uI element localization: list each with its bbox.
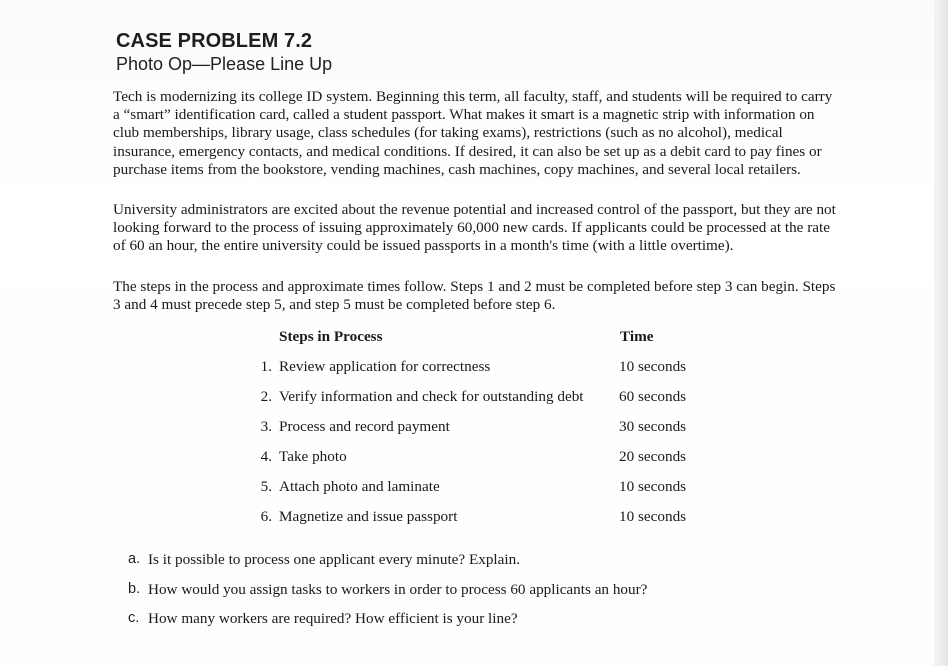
- case-problem-subtitle: Photo Op—Please Line Up: [116, 54, 333, 74]
- step-time: 10 seconds: [619, 358, 687, 375]
- question-letter: c.: [128, 610, 140, 626]
- intro-paragraph: Tech is modernizing its college ID system. Beginning this term, all faculty, staff, and students will be required to carry a “smart” identification card, called a student passport. What makes it smart is a magnetic strip with information on club memberships, library usage, class schedules (for taking exams), restrictions (such as no alcohol), medical insurance, emergency contacts, and medical conditions. If desired, it can also be set up as a debit card to pay fines or purchase items from the bookstore, vending machines, cash machines, copy machines, and several local retailers.: [113, 88, 833, 178]
- table-row: [250, 478, 710, 498]
- step-description: Take photo: [279, 448, 347, 465]
- step-number: 3.: [260, 418, 272, 435]
- scan-edge: [934, 0, 948, 666]
- step-time: 60 seconds: [619, 388, 687, 405]
- step-number: 2.: [260, 388, 272, 405]
- step-time: 20 seconds: [619, 448, 687, 465]
- table-row: [250, 418, 710, 438]
- step-time: 30 seconds: [619, 418, 687, 435]
- step-number: 4.: [260, 448, 272, 465]
- step-description: Verify information and check for outstanding debt: [279, 388, 584, 405]
- case-problem-title: CASE PROBLEM 7.2: [116, 30, 313, 52]
- question-text: Is it possible to process one applicant every minute? Explain.: [148, 551, 520, 568]
- step-description: Process and record payment: [279, 418, 450, 435]
- step-description: Attach photo and laminate: [279, 478, 440, 495]
- time-column-header: Time: [620, 328, 654, 345]
- table-row: [250, 358, 710, 378]
- process-steps-paragraph: The steps in the process and approximate times follow. Steps 1 and 2 must be completed before step 3 can begin. Steps 3 and 4 must precede step 5, and step 5 must be completed before step 6.: [113, 278, 836, 314]
- question-letter: a.: [128, 551, 141, 567]
- steps-column-header: Steps in Process: [279, 328, 383, 345]
- step-time: 10 seconds: [619, 508, 687, 525]
- table-row: [250, 508, 710, 528]
- step-number: 1.: [260, 358, 272, 375]
- question-text: How would you assign tasks to workers in order to process 60 applicants an hour?: [148, 581, 648, 598]
- question-letter: b.: [128, 581, 141, 597]
- table-row: [250, 448, 710, 468]
- step-description: Magnetize and issue passport: [279, 508, 458, 525]
- step-number: 5.: [260, 478, 272, 495]
- step-number: 6.: [260, 508, 272, 525]
- administrators-paragraph: University administrators are excited about the revenue potential and increased control of the passport, but they are not looking forward to the process of issuing approximately 60,000 new cards. If applicants could be processed at the rate of 60 an hour, the entire university could be issued passports in a month's time (with a little overtime).: [113, 201, 836, 255]
- step-time: 10 seconds: [619, 478, 687, 495]
- step-description: Review application for correctness: [279, 358, 491, 375]
- table-row: [250, 388, 710, 408]
- question-text: How many workers are required? How efficient is your line?: [148, 610, 518, 627]
